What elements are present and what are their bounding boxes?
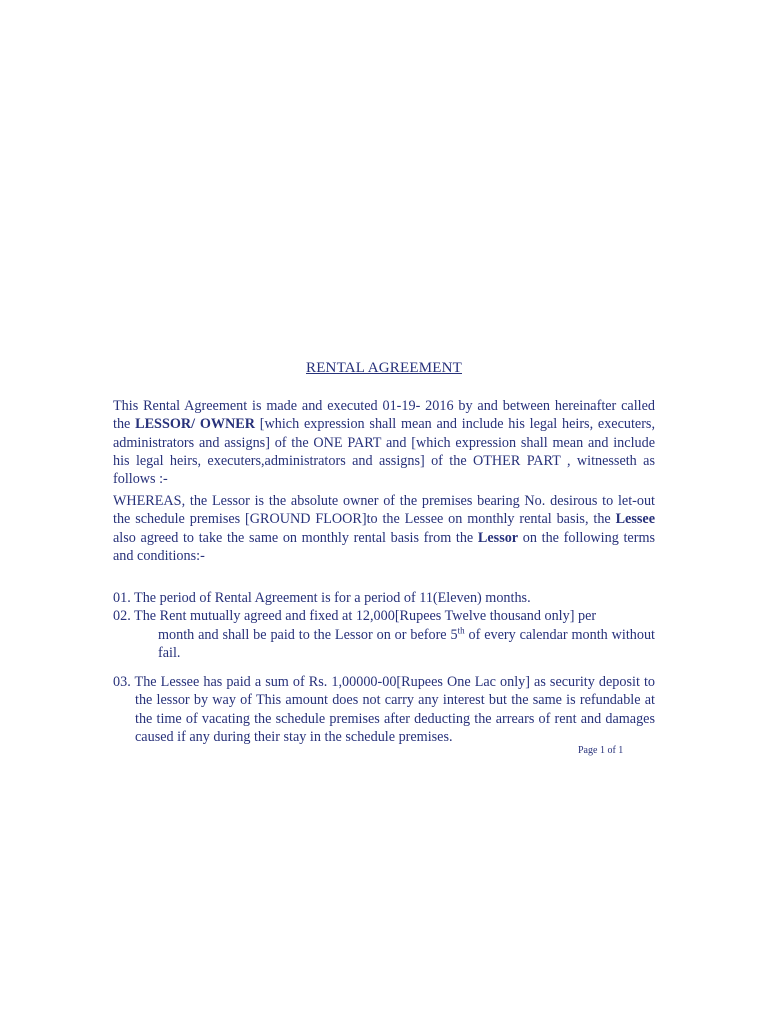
term-02-continuation	[113, 626, 655, 663]
page-number: Page 1 of 1	[578, 745, 624, 756]
term-02-cont-a: month and shall be paid to the Lessor on or before 5	[158, 626, 458, 643]
lessor-label: Lessor	[477, 529, 519, 546]
whereas-text-3: on the following terms and conditions:-	[113, 529, 655, 564]
lessor-owner-label: LESSOR/ OWNER	[135, 416, 256, 433]
term-01: 01. The period of Rental Agreement is for a period of 11(Eleven) months.	[113, 590, 531, 606]
intro-paragraph	[113, 397, 655, 488]
whereas-paragraph	[113, 492, 655, 565]
lessee-label: Lessee	[615, 511, 655, 528]
whereas-text-1: WHEREAS, the Lessor is the absolute owner of the premises bearing No. desirous to let-out the schedule premises [GROUND FLOOR]to the Lessee on monthly rental basis, the	[113, 493, 655, 528]
intro-text-2: [which expression shall mean and include his legal heirs, executers, administrators and assigns] of the ONE PART and [which expression shall mean and include his legal heirs, executers,administrators and assigns] of the OTHER PART , witnesseth as follows :-	[113, 416, 656, 488]
whereas-text-2: also agreed to take the same on monthly rental basis from the	[113, 529, 478, 546]
term-02-line-1: 02. The Rent mutually agreed and fixed at 12,000[Rupees Twelve thousand only] per	[113, 608, 597, 625]
term-03: 03. The Lessee has paid a sum of Rs. 1,00000-00[Rupees One Lac only] as security deposit to the lessor by way of This amount does not carry any interest but the same is refundable at the time of vacating the schedule premises after deducting the arrears of rent and damages caused if any during their stay in the schedule premises.	[113, 674, 655, 746]
term-02-superscript: th	[457, 624, 465, 635]
document-title: RENTAL AGREEMENT	[305, 360, 462, 376]
term-02	[113, 607, 655, 625]
intro-text-1: This Rental Agreement is made and executed 01-19- 2016 by and between hereinafter called the	[113, 398, 655, 433]
term-02-cont-b: of every calendar month without fail.	[158, 626, 655, 661]
terms-list	[113, 589, 655, 746]
